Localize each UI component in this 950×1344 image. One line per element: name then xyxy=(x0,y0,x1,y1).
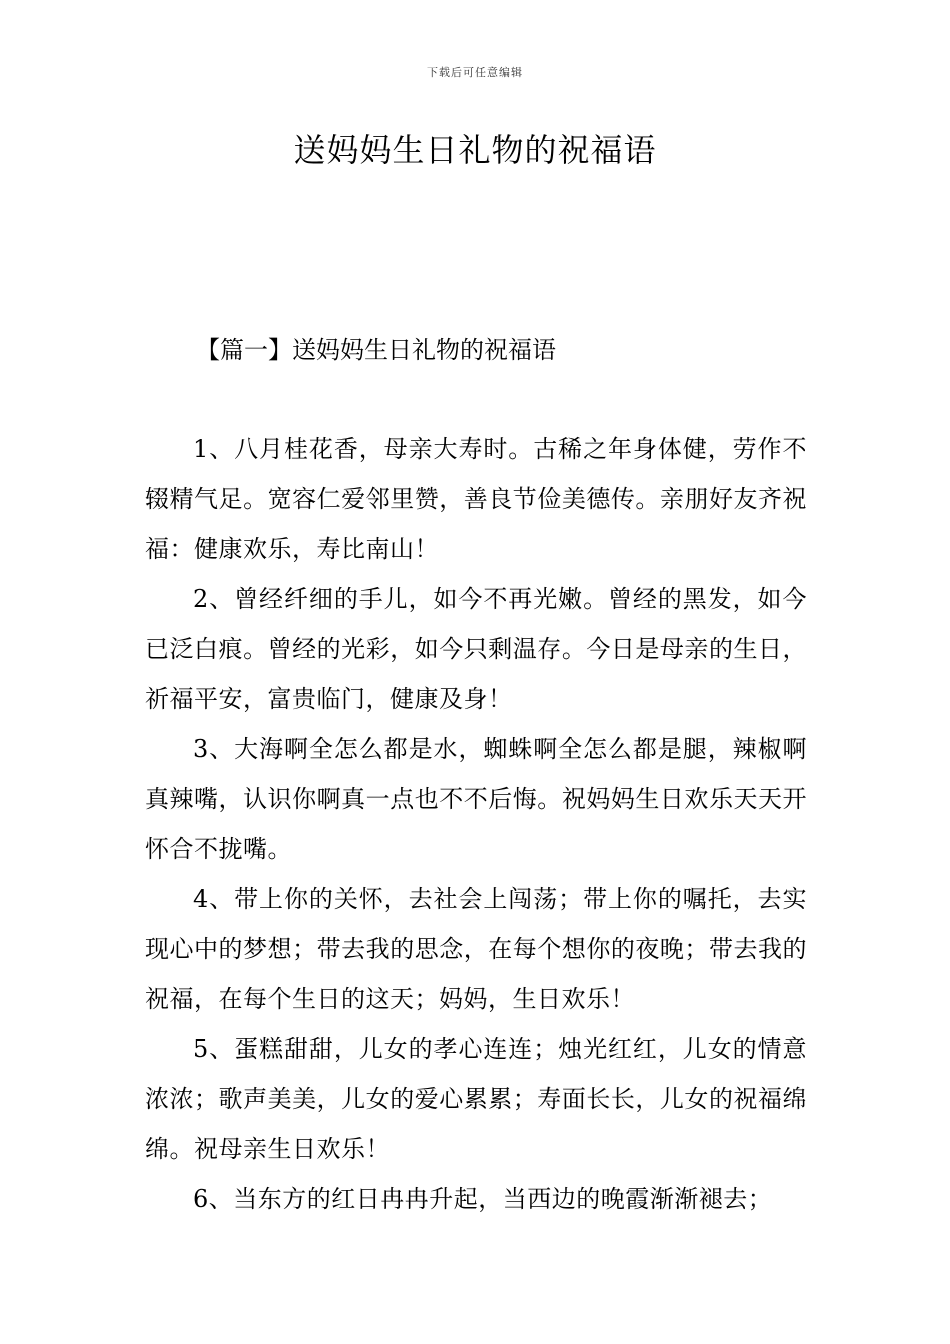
paragraph-2: 2、曾经纤细的手儿，如今不再光嫩。曾经的黑发，如今已泛白痕。曾经的光彩，如今只剩温存。今日是母亲的生日，祈福平安，富贵临门，健康及身！ xyxy=(145,585,807,713)
paragraph-6: 6、当东方的红日冉冉升起，当西边的晚霞渐渐褪去； xyxy=(193,1185,773,1213)
paragraph-4: 4、带上你的关怀，去社会上闯荡；带上你的嘱托，去实现心中的梦想；带去我的思念，在每个想你的夜晚；带去我的祝福，在每个生日的这天；妈妈，生日欢乐！ xyxy=(145,885,807,1013)
paragraph-1: 1、八月桂花香，母亲大寿时。古稀之年身体健，劳作不辍精气足。宽容仁爱邻里赞，善良节俭美德传。亲朋好友齐祝福：健康欢乐，寿比南山！ xyxy=(145,435,807,563)
paragraph-5: 5、蛋糕甜甜，儿女的孝心连连；烛光红红，儿女的情意浓浓；歌声美美，儿女的爱心累累；寿面长长，儿女的祝福绵绵。祝母亲生日欢乐！ xyxy=(145,1035,807,1163)
header-note: 下载后可任意编辑 xyxy=(427,66,523,79)
document-body xyxy=(145,424,807,1224)
paragraph-3: 3、大海啊全怎么都是水，蜘蛛啊全怎么都是腿，辣椒啊真辣嘴，认识你啊真一点也不不后悔。祝妈妈生日欢乐天天开怀合不拢嘴。 xyxy=(145,735,807,863)
section-heading: 【篇一】送妈妈生日礼物的祝福语 xyxy=(196,336,556,364)
document-title: 送妈妈生日礼物的祝福语 xyxy=(293,131,657,169)
